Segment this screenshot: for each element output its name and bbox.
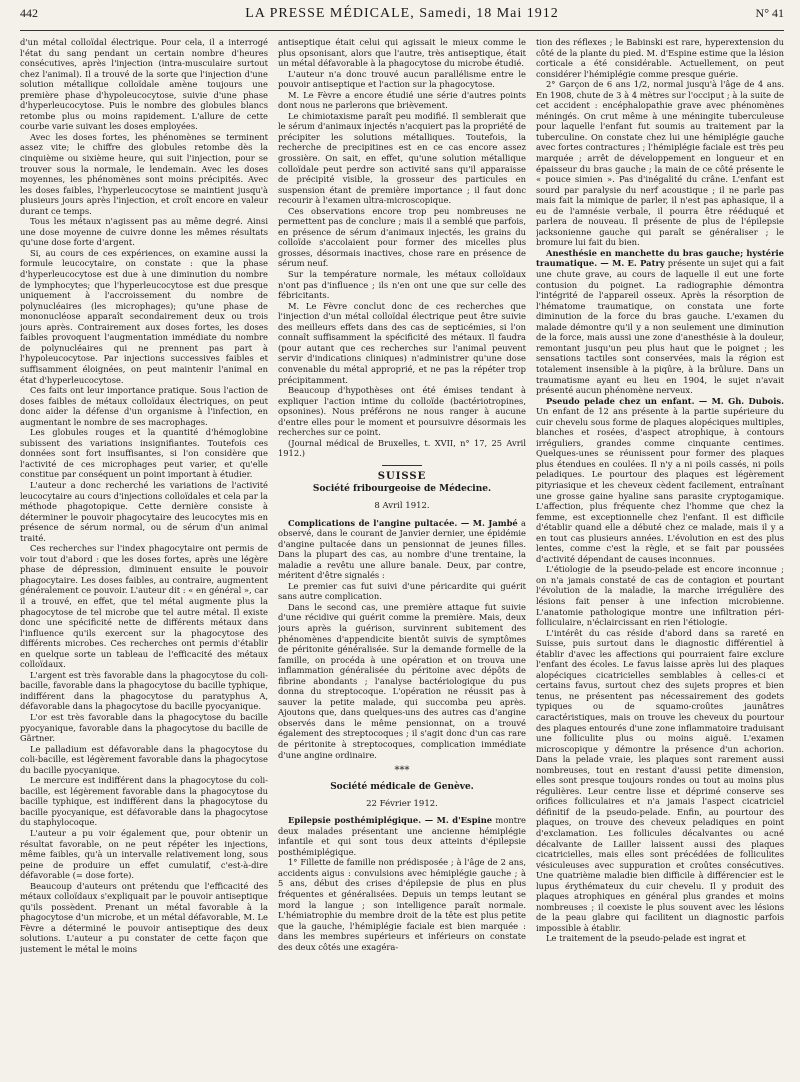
article-text: présente un sujet qui a fait une chute grave, au cours de laquelle il eut une forte contusion du poignet. La radiographie démontra l'intégrité de l'appareil osseux. Après la résorption de l'hématome traumatique, on constata une forte diminution de la force du bras gauche. L'examen du malade démontre qu'il y a non seulement une diminution de la force, mais aussi une zone d'anesthésie à la douleur, remontant jusqu'un peu plus haut que le poignet ; les sensations tactiles sont conservées, mais la région est totalement insensible à la piqûre, à la brûlure. Dans un traumatisme ayant eu lieu en 1904, le sujet n'avait présenté aucun phénomène nerveux. bbox=[536, 258, 784, 396]
paragraph bbox=[536, 396, 784, 565]
article-text: Un enfant de 12 ans présente à la partie supérieure du cuir chevelu sous forme de plaques alopéciques multiples, blanches et rosées, d'aspect atrophique, à contours irréguliers, grandes comme cinquante centimes. Quelques-unes se réunissent pour former des plaques plus étendues en coulées. Il n'y a ni poils cassés, ni poils peladiques. Le pourtour des plaques est légèrement pityriasique et les cheveux cèdent facilement, entraînant une grosse gaine hyaline sans parasite cryptogamique. L'affection, plus fréquente chez l'homme que chez la femme, est exceptionnelle chez l'enfant. Il est difficile d'établir quand elle a débuté chez ce malade, mais il y a en tout cas plusieurs années. L'évolution en est des plus lentes, comme c'est la règle, et se fait par poussées d'activité dépendant de causes inconnues. bbox=[536, 406, 784, 564]
paragraph: L'auteur n'a donc trouvé aucun parallélisme entre le pouvoir antiseptique et l'action sur la phagocytose. bbox=[278, 68, 526, 90]
paragraph bbox=[536, 248, 784, 396]
paragraph: d'un métal colloïdal électrique. Pour cela, il a interrogé l'état du sang pendant un certain nombre d'heures consécutives, après l'injection (intra-musculaire surtout chez l'animal). Il a trouvé de la sorte que l'injection d'une solution métallique colloïdale amène toujours une première phase d'hypoleucocytose, suivie d'une phase d'hyperleucocytose. Puis le nombre des globules blancs retombe plus ou moins rapidement. L'allure de cette courbe varie suivant les doses employées. bbox=[20, 37, 268, 132]
divider bbox=[382, 465, 422, 466]
paragraph: antiseptique était celui qui agissait le mieux comme le plus opsonisant, alors que l'autre, très antiseptique, était un métal défavorable à la phagocytose du microbe étudié. bbox=[278, 37, 526, 69]
page-number: 442 bbox=[20, 6, 38, 20]
paragraph: M. Le Fèvre a encore étudié une série d'autres points dont nous ne parlerons que brièvement. bbox=[278, 89, 526, 111]
columns bbox=[20, 31, 784, 1081]
paragraph: Avec les doses fortes, les phénomènes se terminent assez vite; le chiffre des globules retombe dès la cinquième ou sixième heure, qui suit l'injection, pour se trouver sous la normale, le lendemain. Avec les doses moyennes, les phénomènes sont moins précipités. Avec les doses faibles, l'hyperleucocytose se maintient jusqu'à plusieurs jours après l'injection, et croît encore en valeur durant ce temps. bbox=[20, 131, 268, 216]
paragraph: L'intérêt du cas réside d'abord dans sa rareté en Suisse, puis surtout dans le diagnostic différentiel à établir d'avec les affections qui pourraient faire exclure l'enfant des écoles. Le favus laisse après lui des plaques alopéciques cicatricielles semblables à celles-ci et certains favus, surtout chez des sujets propres et bien tenus, ne présentent pas nécessairement des godets typiques ou de squamo-croûtes jaunâtres caractéristiques, mais on trouve les cheveux du pourtour des plaques entourés d'une zone inflammatoire traduisant une folliculite plus ou moins aiguë. L'examen microscopique y démontre la présence d'un achorion. Dans la pelade vraie, les plaques sont rarement aussi nombreuses, tout en restant d'aussi petite dimension, elles sont presque toujours rondes ou tout au moins plus régulières. Leur centre lisse et déprimé conserve ses orifices folliculaires et n'a jamais l'aspect cicatriciel définitif de la pseudo-pelade. Enfin, au pourtour des plaques, on trouve des cheveux peladiques en point d'exclamation. Les follicules décalvantes ou acné décalvante de Lailler laissent aussi des plaques cicatricielles, mais elles sont précédées de folliculites vésiculeuses avec suppuration et croûtes consécutives. Une quatrième maladie bien difficile à différencier est le lupus érythémateux du cuir chevelu. Il y produit des plaques atrophiques en général plus grandes et moins nombreuses ; il coexiste le plus souvent avec les lésions de la peau glabre qui facilitent un diagnostic parfois impossible à établir. bbox=[536, 627, 784, 933]
paragraph: L'auteur a pu voir également que, pour obtenir un résultat favorable, on ne peut répéter les injections, même faibles, qu'à un intervalle relativement long, sous peine de produire un effet cumulatif, c'est-à-dire défavorable (= dose forte). bbox=[20, 828, 268, 881]
article-heading: Anesthésie en manchette du bras gauche; hystérie traumatique. — M. E. Patry bbox=[536, 247, 784, 269]
article-heading: Epilepsie posthémiplégique. — M. d'Espine bbox=[288, 815, 493, 826]
paragraph: L'étiologie de la pseudo-pelade est encore inconnue ; on n'a jamais constaté de cas de contagion et pourtant l'évolution de la maladie, la marche irrégulière des lésions fait penser à une infection microbienne. L'anatomie pathologique montre une infiltration péri-folliculaire, n'éclaircissant en rien l'étiologie. bbox=[536, 564, 784, 628]
column-3 bbox=[536, 37, 784, 1081]
article-heading: Complications de l'angine pultacée. — M. Jambé bbox=[288, 517, 518, 528]
section-subtitle: Société fribourgeoise de Médecine. bbox=[312, 484, 492, 495]
issue-number: N° 41 bbox=[755, 6, 784, 20]
paragraph: Sur la température normale, les métaux colloïdaux n'ont pas d'influence ; ils n'en ont une que sur celle des fébricitants. bbox=[278, 269, 526, 301]
paragraph: Ces recherches sur l'index phagocytaire ont permis de voir tout d'abord : que les doses fortes, après une légère phase de dépression, diminuent ensuite le pouvoir phagocytaire. Les doses faibles, au contraire, augmentent généralement ce pouvoir. L'auteur dit : « en général », car il a trouvé, en effet, que tel métal augmente plus la phagocytose de tel microbe que tel autre métal. Il existe donc une spécificité nette de différents métaux dans l'influence qu'ils exercent sur la phagocytose des différents microbes. Ces recherches ont permis d'établir en quelque sorte un tableau de l'efficacité des métaux colloïdaux. bbox=[20, 543, 268, 670]
paragraph bbox=[278, 815, 526, 857]
paragraph: Le chimiotaxisme paraît peu modifié. Il semblerait que le sérum d'animaux injectés n'acquiert pas la propriété de précipiter les solutions métalliques. Toutefois, la recherche de precipitines est en ce cas encore assez grossière. On sait, en effet, qu'une solution métallique colloïdale peut perdre son activité sans qu'il apparaisse de précipité visible, la grosseur des particules en suspension étant de première importance ; il faut donc recourir à l'examen ultra-microscopique. bbox=[278, 110, 526, 206]
paragraph: Les globules rouges et la quantité d'hémoglobine subissent des variations insignifiantes. Toutefois ces données sont fort insuffisantes, si l'on considère que l'activité de ces microphages peut varier, et qu'elle constitue par conséquent un point important à étudier. bbox=[20, 427, 268, 480]
paragraph: Dans le second cas, une première attaque fut suivie d'une récidive qui guérit comme la première. Mais, deux jours après la guérison, survinrent subitement des phénomènes d'appendicite bientôt suivis de symptômes de péritonite généralisée. Sur la demande formelle de la famille, on procéda à une opération et on trouva une inflammation généralisée du péritoine avec dépôts de fibrine abondants ; l'analyse bactériologique du pus donna du streptocoque. L'opération ne réussit pas à sauver la petite malade, qui succomba peu après. Ajoutons que, dans quelques-uns des autres cas d'angine observés dans le même pensionnat, on a trouvé également des streptocoques ; il s'agit donc d'un cas rare de péritonite à streptocoques, complication immédiate d'une angine ordinaire. bbox=[278, 601, 526, 760]
article-text: a observé, dans le courant de Janvier dernier, une épidémie d'angine pultacée dans un pensionnat de jeunes filles. Dans la plupart des cas, au nombre d'une trentaine, la maladie a revêtu une allure banale. Deux, par contre, méritent d'être signalés : bbox=[278, 517, 526, 581]
paragraph: Beaucoup d'hypothèses ont été émises tendant à expliquer l'action intime du colloïde (bactériotropines, opsonines). Nous préférons ne nous ranger à aucune d'entre elles pour le moment et poursuivre désormais les recherches sur ce point. bbox=[278, 385, 526, 438]
asterism: *** bbox=[394, 765, 410, 777]
column-1 bbox=[20, 37, 268, 1081]
page-header bbox=[20, 6, 784, 31]
paragraph: Beaucoup d'auteurs ont prétendu que l'efficacité des métaux colloïdaux s'expliquait par le pouvoir antiseptique qu'ils possèdent. Prenant un métal favorable à la phagocytose d'un microbe, et un métal défavorable, M. Le Fèvre a déterminé le pouvoir antiseptique des deux solutions. L'auteur a pu constater de cette façon que justement le métal le moins bbox=[20, 880, 268, 955]
paragraph: L'argent est très favorable dans la phagocytose du coli-bacille, favorable dans la phagocytose du bacille typhique, indifférent dans la phagocytose du paratyphus A, défavorable dans la phagocytose du bacille pyocyanique. bbox=[20, 669, 268, 712]
journal-title: LA PRESSE MÉDICALE, Samedi, 18 Mai 1912 bbox=[245, 6, 559, 21]
section-title: SUISSE bbox=[377, 470, 427, 482]
paragraph: Ces faits ont leur importance pratique. Sous l'action de doses faibles de métaux colloïdaux électriques, on peut donc aider la défense d'un organisme à l'infection, en augmentant le nombre de ses macrophages. bbox=[20, 385, 268, 427]
paragraph: Si, au cours de ces expériences, on examine aussi la formule leucocytaire, on constate : que la phase d'hyperleucocytose est due à une diminution du nombre de lymphocytes; que l'hyperleucocytose est due presque uniquement à l'accroissement du nombre de polynucléaires (les microphages); qu'une phase de mononucléose apparaît secondairement deux ou trois jours après. Contrairement aux doses fortes, les doses faibles provoquent l'augmentation immédiate du nombre de polynucléaires qui ne prennent pas part à l'hypoleucocytose. Par injections successives faibles et suffisamment éloignées, on peut maintenir l'animal en état d'hyperleucocytose. bbox=[20, 247, 268, 385]
paragraph: Le premier cas fut suivi d'une péricardite qui guérit sans autre complication. bbox=[278, 580, 526, 602]
paragraph: Le mercure est indifférent dans la phagocytose du coli-bacille, est légèrement favorable dans la phagocytose du bacille typhique, est indifférent dans la phagocytose du bacille pyocyanique, est défavorable dans la phagocytose du staphylocoque. bbox=[20, 775, 268, 828]
paragraph: Ces observations encore trop peu nombreuses ne permettent pas de conclure ; mais il a semblé que parfois, en présence de sérum d'animaux injectés, les grains du colloïde s'accolaient pour former des micelles plus grosses, désormais inactives, chose rare en présence de sérum neuf. bbox=[278, 205, 526, 269]
section-date: 8 Avril 1912. bbox=[374, 500, 430, 511]
paragraph: Le palladium est défavorable dans la phagocytose du coli-bacille, est légèrement favorable dans la phagocytose du bacille pyocyanique. bbox=[20, 743, 268, 775]
section-date: 22 Février 1912. bbox=[366, 798, 438, 809]
article-heading: Pseudo pelade chez un enfant. — M. Gh. Dubois. bbox=[546, 395, 784, 406]
column-2 bbox=[278, 37, 526, 1081]
journal-reference: (Journal médical de Bruxelles, t. XVII, n° 17, 25 Avril 1912.) bbox=[278, 437, 526, 459]
paragraph: 2° Garçon de 6 ans 1/2, normal jusqu'à l'âge de 4 ans. En 1908, chute de 3 à 4 mètres sur l'occiput ; à la suite de cet accident : encéphalopathie grave avec phénomènes méningés. On crut même à une méningite tuberculeuse pour laquelle l'enfant fut soumis au traitement par la tuberculine. On constate chez lui une hémiplégie gauche avec fortes contractures ; l'hémiplégie faciale est très peu marquée ; arrêt de développement en longueur et en épaisseur du bras gauche ; la main de ce côté présente le « pouce simien ». Pas d'inégalité du crâne. L'enfant est sourd par paralysie du nerf acoustique ; il ne parle pas mais fait la mimique de parler, il n'est pas aphasique, il a eu de l'amnésie verbale, il pourra être rééduqué et parlera de nouveau. Il présente de plus de l'épilepsie jacksonienne gauche qui paraît se généraliser ; le bromure lui fait du bien. bbox=[536, 79, 784, 248]
paragraph bbox=[278, 518, 526, 581]
paragraph: Tous les métaux n'agissent pas au même degré. Ainsi une dose moyenne de cuivre donne les mêmes résultats qu'une dose forte d'argent. bbox=[20, 216, 268, 248]
paragraph: tion des réflexes ; le Babinski est rare, hyperextension du côté de la plante du pied. M. d'Espine estime que la lésion corticale a été considérable. Actuellement, on peut considérer l'hémiplégie comme presque guérie. bbox=[536, 37, 784, 79]
paragraph: 1° Fillette de famille non prédisposée ; à l'âge de 2 ans, accidents aigus : convulsions avec hémiplégie gauche ; à 5 ans, début des crises d'épilepsie de plus en plus fréquentes et généralisées. Depuis un temps leutant se mord la langue ; son intelligence paraît normale. L'hémiatrophie du membre droit de la tête est plus petite que la gauche, l'hémiplégie faciale est bien marquée : dans les membres supérieurs et inférieurs on constate des deux côtés une exagéra- bbox=[278, 857, 526, 952]
paragraph: M. Le Fèvre conclut donc de ces recherches que l'injection d'un métal colloïdal électrique peut être suivie des meilleurs effets dans des cas de septicémies, si l'on connaît suffisamment la spécificité des métaux. Il faudra (pour autant que ces recherches sur l'animal peuvent servir d'indications cliniques) n'administrer qu'une dose convenable du métal approprié, et ne pas la répéter trop précipitamment. bbox=[278, 300, 526, 385]
section-subtitle: Société médicale de Genève. bbox=[330, 782, 474, 793]
paragraph: L'auteur a donc recherché les variations de l'activité leucocytaire au cours d'injections colloïdales et cela par la méthode phagotopique. Cette dernière consiste à déterminer le pouvoir phagocytaire des leucocytes mis en présence de sérum normal, ou de sérum d'un animal traité. bbox=[20, 479, 268, 543]
paragraph: L'or est très favorable dans la phagocytose du bacille pyocyanique, favorable dans la phagocytose du bacille de Gärtner. bbox=[20, 712, 268, 744]
paragraph: Le traitement de la pseudo-pelade est ingrat et bbox=[546, 933, 746, 944]
article-text: montre deux malades présentant une ancienne hémiplégie infantile et qui sont tous deux atteints d'épilepsie posthémiplégique. bbox=[278, 815, 526, 857]
